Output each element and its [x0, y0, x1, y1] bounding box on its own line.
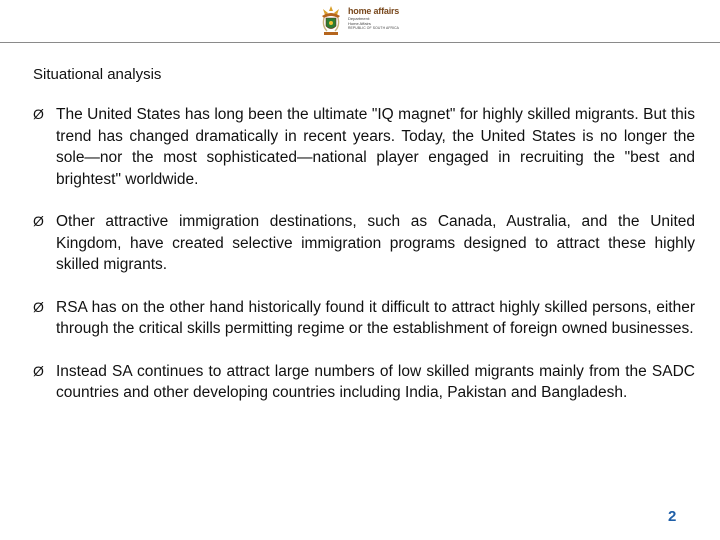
page-number: 2	[668, 508, 677, 525]
bullet-text: The United States has long been the ultimate "IQ magnet" for highly skilled migrants. But this trend has changed dramatically in recent years. Today, the United States is no longer the sole—nor the most sophisticated—national player engaged in recruiting the "best and brightest" worldwide.	[56, 106, 695, 188]
logo-country: REPUBLIC OF SOUTH AFRICA	[348, 26, 400, 30]
logo-department: Department:	[348, 16, 371, 21]
bullet-item	[33, 297, 695, 340]
bullet-item	[33, 211, 695, 276]
arrow-bullet-icon: Ø	[33, 106, 44, 122]
bullet-item	[33, 104, 695, 190]
slide-title: Situational analysis	[33, 66, 162, 83]
header-divider	[0, 42, 720, 43]
arrow-bullet-icon: Ø	[33, 213, 44, 229]
coat-of-arms-icon	[318, 4, 344, 38]
home-affairs-logo	[318, 4, 418, 40]
bullet-item	[33, 361, 695, 404]
arrow-bullet-icon: Ø	[33, 362, 44, 379]
logo-text	[348, 6, 399, 31]
bullet-text: Instead SA continues to attract large numbers of low skilled migrants mainly from the SADC countries and other developing countries including India, Pakistan and Bangladesh.	[56, 362, 695, 401]
bullet-text: Other attractive immigration destinations, such as Canada, Australia, and the United Kingdom, have created selective immigration programs designed to attract these highly skilled migrants.	[56, 213, 695, 273]
arrow-bullet-icon: Ø	[33, 298, 44, 315]
logo-department-name: Home Affairs	[348, 21, 371, 26]
bullet-text: RSA has on the other hand historically found it difficult to attract highly skilled persons, either through the critical skills permitting regime or the establishment of foreign owned businesses.	[56, 298, 695, 337]
logo-brand: home affairs	[348, 6, 400, 16]
bullet-list	[33, 104, 695, 425]
